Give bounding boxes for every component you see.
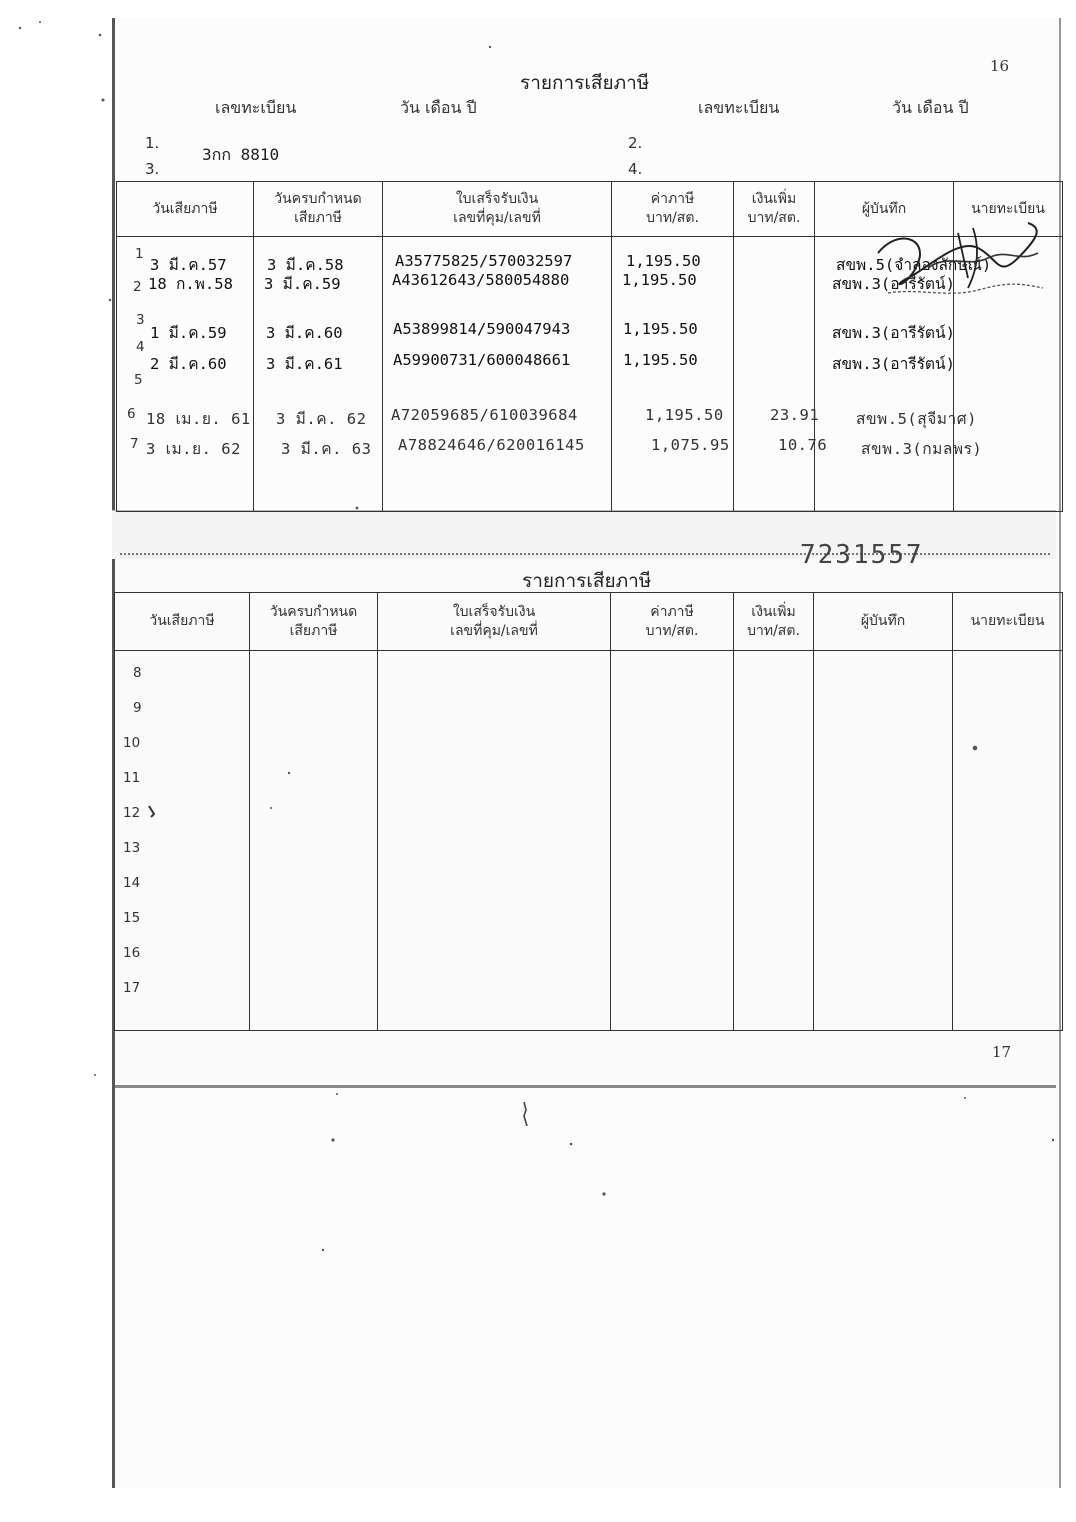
tax-date-cell: 1 มี.ค.59 [150,324,227,342]
due-date-cell: 3 มี.ค.60 [266,324,343,342]
reg-entry-no: 4. [628,160,643,178]
tax-section-title-top: รายการเสียภาษี [520,72,650,94]
col-header-tax: ค่าภาษี บาท/สต. [611,593,734,651]
tax-amount-cell: 1,195.50 [623,320,698,338]
row-number: 4 [136,339,145,355]
row-number: 16 [123,945,141,961]
col-header-receipt: ใบเสร็จรับเงิน เลขที่คุม/เลขที่ [383,182,612,237]
receipt-number-cell: A59900731/600048661 [393,351,571,369]
due-date-cell: 3 มี.ค. 62 [276,410,367,428]
tax-date-cell: 2 มี.ค.60 [150,355,227,373]
reg-entry-no: 2. [628,134,643,152]
row-number: 12 [123,805,141,821]
col-header-tax-date: วันเสียภาษี [117,182,254,237]
row-number: 17 [123,980,141,996]
col-header-registrar: นายทะเบียน [954,182,1063,237]
col-header-extra: เงินเพิ่ม บาท/สต. [734,593,814,651]
due-date-cell: 3 มี.ค. 63 [281,440,372,458]
row-number: 1 [135,246,144,262]
row-number: 6 [127,406,136,422]
row-number: 10 [123,735,141,751]
due-date-cell: 3 มี.ค.59 [264,275,341,293]
tax-amount-cell: 1,195.50 [645,406,724,424]
col-header-recorder: ผู้บันทึก [815,182,954,237]
tax-date-cell: 3 มี.ค.57 [150,256,227,274]
receipt-number-cell: A78824646/620016145 [398,436,585,454]
reg-date-header-2: วัน เดือน ปี [892,98,969,117]
surcharge-cell: 10.76 [778,436,828,454]
receipt-number-cell: A72059685/610039684 [391,406,578,424]
recorder-cell: สขพ.3(อารีรัตน์) [832,324,955,342]
tax-amount-cell: 1,195.50 [623,351,698,369]
recorder-cell: สขพ.3(อารีรัตน์) [832,275,955,293]
row-number: 13 [123,840,141,856]
due-date-cell: 3 มี.ค.58 [267,256,344,274]
row-number: 8 [133,665,142,681]
reg-plate-header-1: เลขทะเบียน [215,98,297,117]
table-header-row [115,593,1063,651]
row-number: 5 [134,372,143,388]
tax-section-title-bottom: รายการเสียภาษี [522,570,652,592]
table-body-row [115,651,1063,1031]
serial-number-fragment: 7231557 [800,540,924,570]
row-number: 11 [123,770,141,786]
tax-amount-cell: 1,195.50 [626,252,701,270]
registrar-signature [868,208,1048,318]
receipt-number-cell: A35775825/570032597 [395,252,573,270]
col-header-registrar: นายทะเบียน [953,593,1063,651]
recorder-cell: สขพ.3(อารีรัตน์) [832,355,955,373]
reg-plate-header-2: เลขทะเบียน [698,98,780,117]
col-header-tax-date: วันเสียภาษี [115,593,250,651]
row-number: 2 [133,279,142,295]
reg-entry-plate: 3กก 8810 [202,145,280,164]
reg-date-header-1: วัน เดือน ปี [400,98,477,117]
reg-entry-no: 3. [145,160,160,178]
due-date-cell: 3 มี.ค.61 [266,355,343,373]
col-header-due-date: วันครบกำหนด เสียภาษี [254,182,383,237]
row-number: 15 [123,910,141,926]
tax-date-cell: 18 เม.ย. 61 [146,410,251,428]
tax-amount-cell: 1,195.50 [622,271,697,289]
page-number-top: 16 [990,57,1010,75]
col-header-extra: เงินเพิ่ม บาท/สต. [734,182,815,237]
col-header-due-date: วันครบกำหนด เสียภาษี [250,593,378,651]
recorder-cell: สขพ.3(กมลพร) [861,440,983,458]
row-number: 3 [136,312,145,328]
tax-date-cell: 3 เม.ย. 62 [146,440,241,458]
recorder-cell: สขพ.5(จำลองลักษณ์) [836,256,992,274]
recorder-cell: สขพ.5(สุจีมาศ) [856,410,977,428]
col-header-receipt: ใบเสร็จรับเงิน เลขที่คุม/เลขที่ [378,593,611,651]
row-number: 7 [130,436,139,452]
tax-date-cell: 18 ก.พ.58 [148,275,233,293]
reg-entry-no: 1. [145,134,160,152]
tax-table-bottom [114,592,1063,1031]
page-number-bottom: 17 [992,1043,1012,1061]
col-header-tax: ค่าภาษี บาท/สต. [612,182,734,237]
row-number: 9 [133,700,142,716]
surcharge-cell: 23.91 [770,406,820,424]
receipt-number-cell: A53899814/590047943 [393,320,571,338]
col-header-recorder: ผู้บันทึก [814,593,953,651]
row-number: 14 [123,875,141,891]
receipt-number-cell: A43612643/580054880 [392,271,570,289]
tax-amount-cell: 1,075.95 [651,436,730,454]
